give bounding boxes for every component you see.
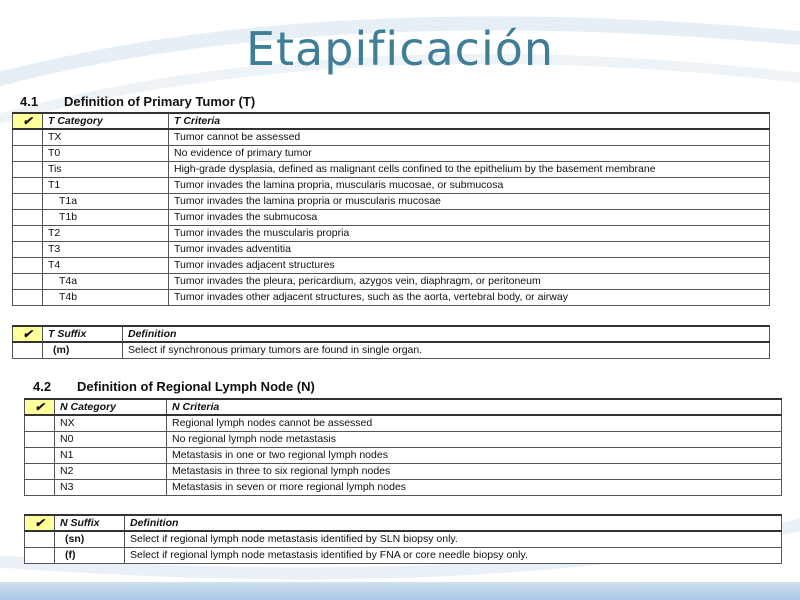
table-row (25, 432, 782, 448)
table-row (25, 531, 782, 548)
table-row (13, 146, 770, 162)
criteria-cell: Tumor invades the pleura, pericardium, azygos vein, diaphragm, or peritoneum (169, 274, 770, 290)
check-cell (13, 342, 43, 359)
category-cell: T1 (43, 178, 169, 194)
footer-bar (0, 582, 800, 600)
suffix-cell: (f) (55, 548, 125, 564)
section-t-number: 4.1 (20, 94, 39, 109)
category-cell: T0 (43, 146, 169, 162)
category-cell: T4 (43, 258, 169, 274)
table-header-row (13, 326, 770, 342)
t-suffix-table (12, 325, 770, 359)
category-cell: N0 (55, 432, 167, 448)
definition-cell: Select if regional lymph node metastasis identified by SLN biopsy only. (125, 531, 782, 548)
check-cell (13, 242, 43, 258)
header-n-criteria: N Criteria (167, 399, 782, 415)
check-icon: ✔ (13, 326, 43, 342)
check-cell (13, 129, 43, 146)
check-icon: ✔ (13, 113, 43, 129)
check-cell (13, 162, 43, 178)
check-cell (13, 210, 43, 226)
definition-cell: Select if synchronous primary tumors are found in single organ. (123, 342, 770, 359)
check-cell (25, 432, 55, 448)
table-row (13, 226, 770, 242)
check-cell (25, 480, 55, 496)
criteria-cell: Metastasis in three to six regional lymph nodes (167, 464, 782, 480)
table-row (13, 242, 770, 258)
table-row (25, 480, 782, 496)
check-cell (13, 146, 43, 162)
check-cell (25, 464, 55, 480)
slide-title: Etapificación (245, 22, 555, 76)
criteria-cell: Tumor invades other adjacent structures, such as the aorta, vertebral body, or airway (169, 290, 770, 306)
header-n-suffix: N Suffix (55, 515, 125, 531)
check-cell (13, 226, 43, 242)
table-header-row (25, 515, 782, 531)
table-row (13, 274, 770, 290)
criteria-cell: Tumor invades the submucosa (169, 210, 770, 226)
category-cell: T1b (43, 210, 169, 226)
header-t-suffix: T Suffix (43, 326, 123, 342)
check-icon: ✔ (25, 515, 55, 531)
criteria-cell: Tumor cannot be assessed (169, 129, 770, 146)
check-cell (25, 548, 55, 564)
table-row (25, 415, 782, 432)
criteria-cell: Regional lymph nodes cannot be assessed (167, 415, 782, 432)
n-suffix-table (24, 514, 782, 564)
suffix-cell: (m) (43, 342, 123, 359)
table-row (13, 178, 770, 194)
section-n-title: Definition of Regional Lymph Node (N) (77, 379, 315, 394)
check-icon: ✔ (25, 399, 55, 415)
table-row (13, 194, 770, 210)
criteria-cell: No regional lymph node metastasis (167, 432, 782, 448)
category-cell: NX (55, 415, 167, 432)
criteria-cell: Metastasis in one or two regional lymph nodes (167, 448, 782, 464)
category-cell: T4a (43, 274, 169, 290)
table-row (25, 548, 782, 564)
criteria-cell: Tumor invades the lamina propria, muscularis mucosae, or submucosa (169, 178, 770, 194)
check-cell (13, 178, 43, 194)
table-row (25, 448, 782, 464)
criteria-cell: Tumor invades adjacent structures (169, 258, 770, 274)
definition-cell: Select if regional lymph node metastasis identified by FNA or core needle biopsy only. (125, 548, 782, 564)
section-t-title: Definition of Primary Tumor (T) (64, 94, 256, 109)
category-cell: TX (43, 129, 169, 146)
table-row (13, 162, 770, 178)
criteria-cell: No evidence of primary tumor (169, 146, 770, 162)
check-cell (13, 258, 43, 274)
table-row (13, 342, 770, 359)
category-cell: T3 (43, 242, 169, 258)
criteria-cell: High-grade dysplasia, defined as malignant cells confined to the epithelium by the basement membrane (169, 162, 770, 178)
section-t-heading (20, 94, 255, 109)
check-cell (25, 531, 55, 548)
criteria-cell: Tumor invades adventitia (169, 242, 770, 258)
header-t-definition: Definition (123, 326, 770, 342)
criteria-cell: Tumor invades the lamina propria or muscularis mucosae (169, 194, 770, 210)
section-n-number: 4.2 (33, 379, 52, 394)
n-category-table (24, 398, 782, 496)
table-row (13, 210, 770, 226)
category-cell: T1a (43, 194, 169, 210)
table-row (25, 464, 782, 480)
check-cell (25, 448, 55, 464)
category-cell: N3 (55, 480, 167, 496)
header-n-category: N Category (55, 399, 167, 415)
check-cell (13, 290, 43, 306)
header-t-category: T Category (43, 113, 169, 129)
suffix-cell: (sn) (55, 531, 125, 548)
table-row (13, 290, 770, 306)
table-row (13, 129, 770, 146)
t-category-table (12, 112, 770, 306)
table-header-row (25, 399, 782, 415)
header-t-criteria: T Criteria (169, 113, 770, 129)
table-row (13, 258, 770, 274)
check-cell (25, 415, 55, 432)
header-n-definition: Definition (125, 515, 782, 531)
criteria-cell: Metastasis in seven or more regional lymph nodes (167, 480, 782, 496)
section-n-heading (33, 379, 315, 394)
criteria-cell: Tumor invades the muscularis propria (169, 226, 770, 242)
check-cell (13, 274, 43, 290)
category-cell: N2 (55, 464, 167, 480)
category-cell: Tis (43, 162, 169, 178)
check-cell (13, 194, 43, 210)
category-cell: T4b (43, 290, 169, 306)
category-cell: T2 (43, 226, 169, 242)
category-cell: N1 (55, 448, 167, 464)
table-header-row (13, 113, 770, 129)
